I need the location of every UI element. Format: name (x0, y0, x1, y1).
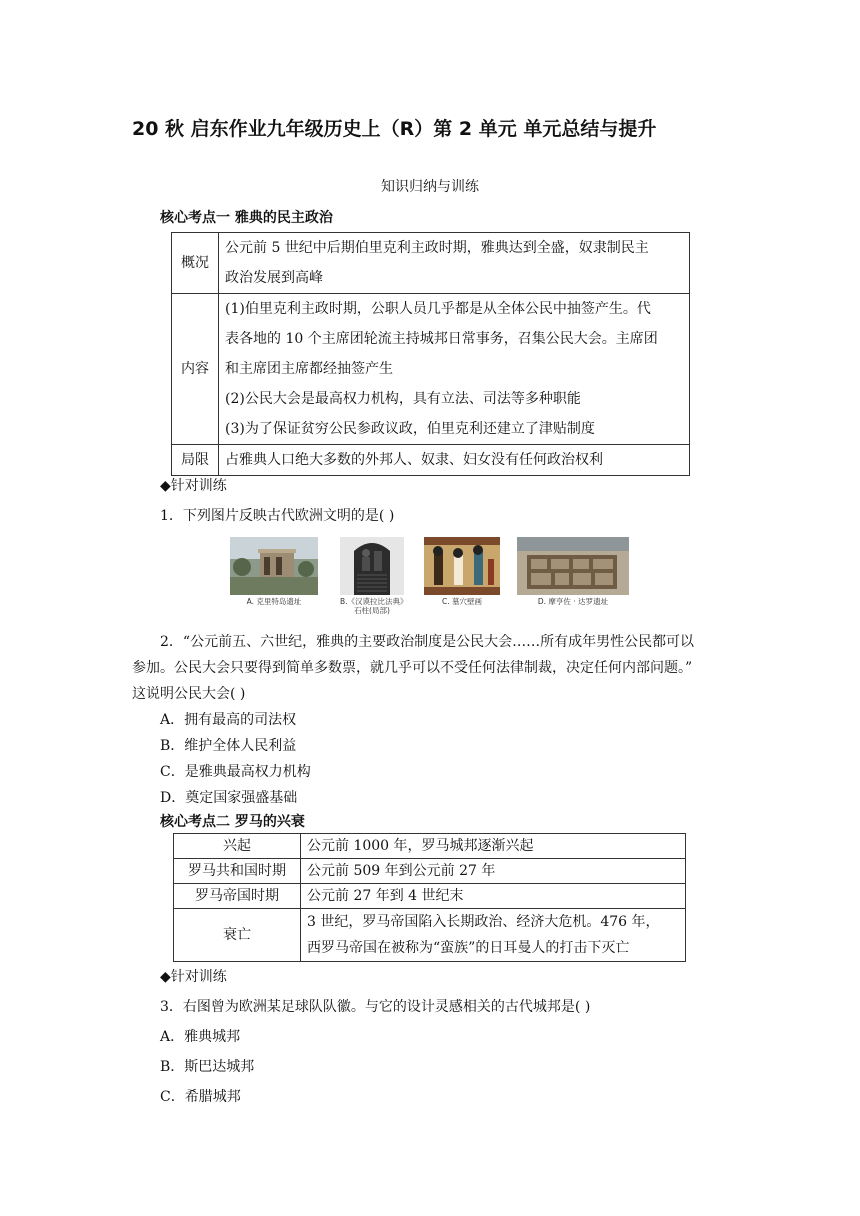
content-line: 和主席团主席都经抽签产生 (225, 361, 393, 377)
option-b-caption-line1: B.《汉谟拉比法典》 (340, 597, 408, 606)
republic-label: 罗马共和国时期 (174, 859, 301, 884)
content-label: 内容 (172, 294, 219, 445)
option-b-caption-line2: 石柱(局部) (354, 606, 390, 615)
option-b-caption (340, 597, 408, 615)
question-3-option-a: A．雅典城邦 (160, 1029, 241, 1045)
question-1-figures (230, 537, 630, 615)
overview-label: 概况 (172, 233, 219, 294)
question-1-stem: 1．下列图片反映古代欧洲文明的是( ) (160, 508, 395, 524)
option-d-figure (517, 537, 629, 606)
section2-heading: 核心考点二 罗马的兴衰 (160, 814, 305, 830)
question-2-option-d: D．奠定国家强盛基础 (160, 790, 298, 806)
content-line: (2)公民大会是最高权力机构，具有立法、司法等多种职能 (225, 391, 581, 407)
practice-heading: ◆针对训练 (160, 969, 227, 985)
practice-heading: ◆针对训练 (160, 478, 227, 494)
rise-cell: 公元前 1000 年，罗马城邦逐渐兴起 (301, 834, 686, 859)
question-2-option-a: A．拥有最高的司法权 (160, 712, 297, 728)
empire-label: 罗马帝国时期 (174, 884, 301, 909)
option-c-caption: C. 墓穴壁画 (441, 597, 482, 606)
content-line: (1)伯里克利主政时期，公职人员几乎都是从全体公民中抽签产生。代 (225, 301, 651, 317)
content-line: 表各地的 10 个主席团轮流主持城邦日常事务，召集公民大会。主席团 (225, 331, 658, 347)
republic-cell: 公元前 509 年到公元前 27 年 (301, 859, 686, 884)
option-b-figure (340, 537, 408, 615)
limit-label: 局限 (172, 445, 219, 476)
section-subtitle: 知识归纳与训练 (381, 179, 479, 195)
overview-line: 政治发展到高峰 (225, 270, 323, 286)
ruins-photo-icon (230, 537, 318, 595)
rome-rise-fall-table (173, 833, 686, 962)
content-line: (3)为了保证贫穷公民参政议政，伯里克利还建立了津贴制度 (225, 421, 595, 437)
option-d-caption: D. 摩亨佐 · 达罗遗址 (537, 597, 609, 606)
mural-photo-icon (424, 537, 500, 595)
decline-line: 西罗马帝国在被称为“蛮族”的日耳曼人的打击下灭亡 (307, 940, 630, 956)
rise-label: 兴起 (174, 834, 301, 859)
question-2-option-b: B．维护全体人民利益 (160, 738, 297, 754)
page-title: 20 秋 启东作业九年级历史上（R）第 2 单元 单元总结与提升 (132, 118, 657, 140)
overview-cell (219, 233, 690, 294)
limit-cell: 占雅典人口绝大多数的外邦人、奴隶、妇女没有任何政治权利 (219, 445, 690, 476)
question-3-option-c: C．希腊城邦 (160, 1089, 241, 1105)
decline-line: 3 世纪，罗马帝国陷入长期政治、经济大危机。476 年， (307, 914, 660, 930)
decline-cell (301, 909, 686, 962)
decline-label: 衰亡 (174, 909, 301, 962)
overview-line: 公元前 5 世纪中后期伯里克利主政时期，雅典达到全盛，奴隶制民主 (225, 240, 649, 256)
option-c-figure (424, 537, 500, 606)
question-3-stem: 3．右图曾为欧洲某足球队队徽。与它的设计灵感相关的古代城邦是( ) (160, 999, 591, 1015)
question-2-line: 2．“公元前五、六世纪，雅典的主要政治制度是公民大会……所有成年男性公民都可以 (160, 634, 695, 650)
athens-democracy-table (171, 232, 690, 476)
question-2-line: 参加。公民大会只要得到简单多数票，就几乎可以不受任何法律制裁，决定任何内部问题。” (132, 660, 693, 676)
stele-photo-icon (340, 537, 404, 595)
ruins-aerial-photo-icon (517, 537, 629, 595)
option-a-figure (230, 537, 318, 606)
empire-cell: 公元前 27 年到 4 世纪末 (301, 884, 686, 909)
content-cell (219, 294, 690, 445)
option-a-caption: A. 克里特岛遗址 (246, 597, 302, 606)
question-2-option-c: C．是雅典最高权力机构 (160, 764, 311, 780)
question-3-option-b: B．斯巴达城邦 (160, 1059, 255, 1075)
question-2-line: 这说明公民大会( ) (132, 686, 246, 702)
section1-heading: 核心考点一 雅典的民主政治 (160, 210, 333, 226)
